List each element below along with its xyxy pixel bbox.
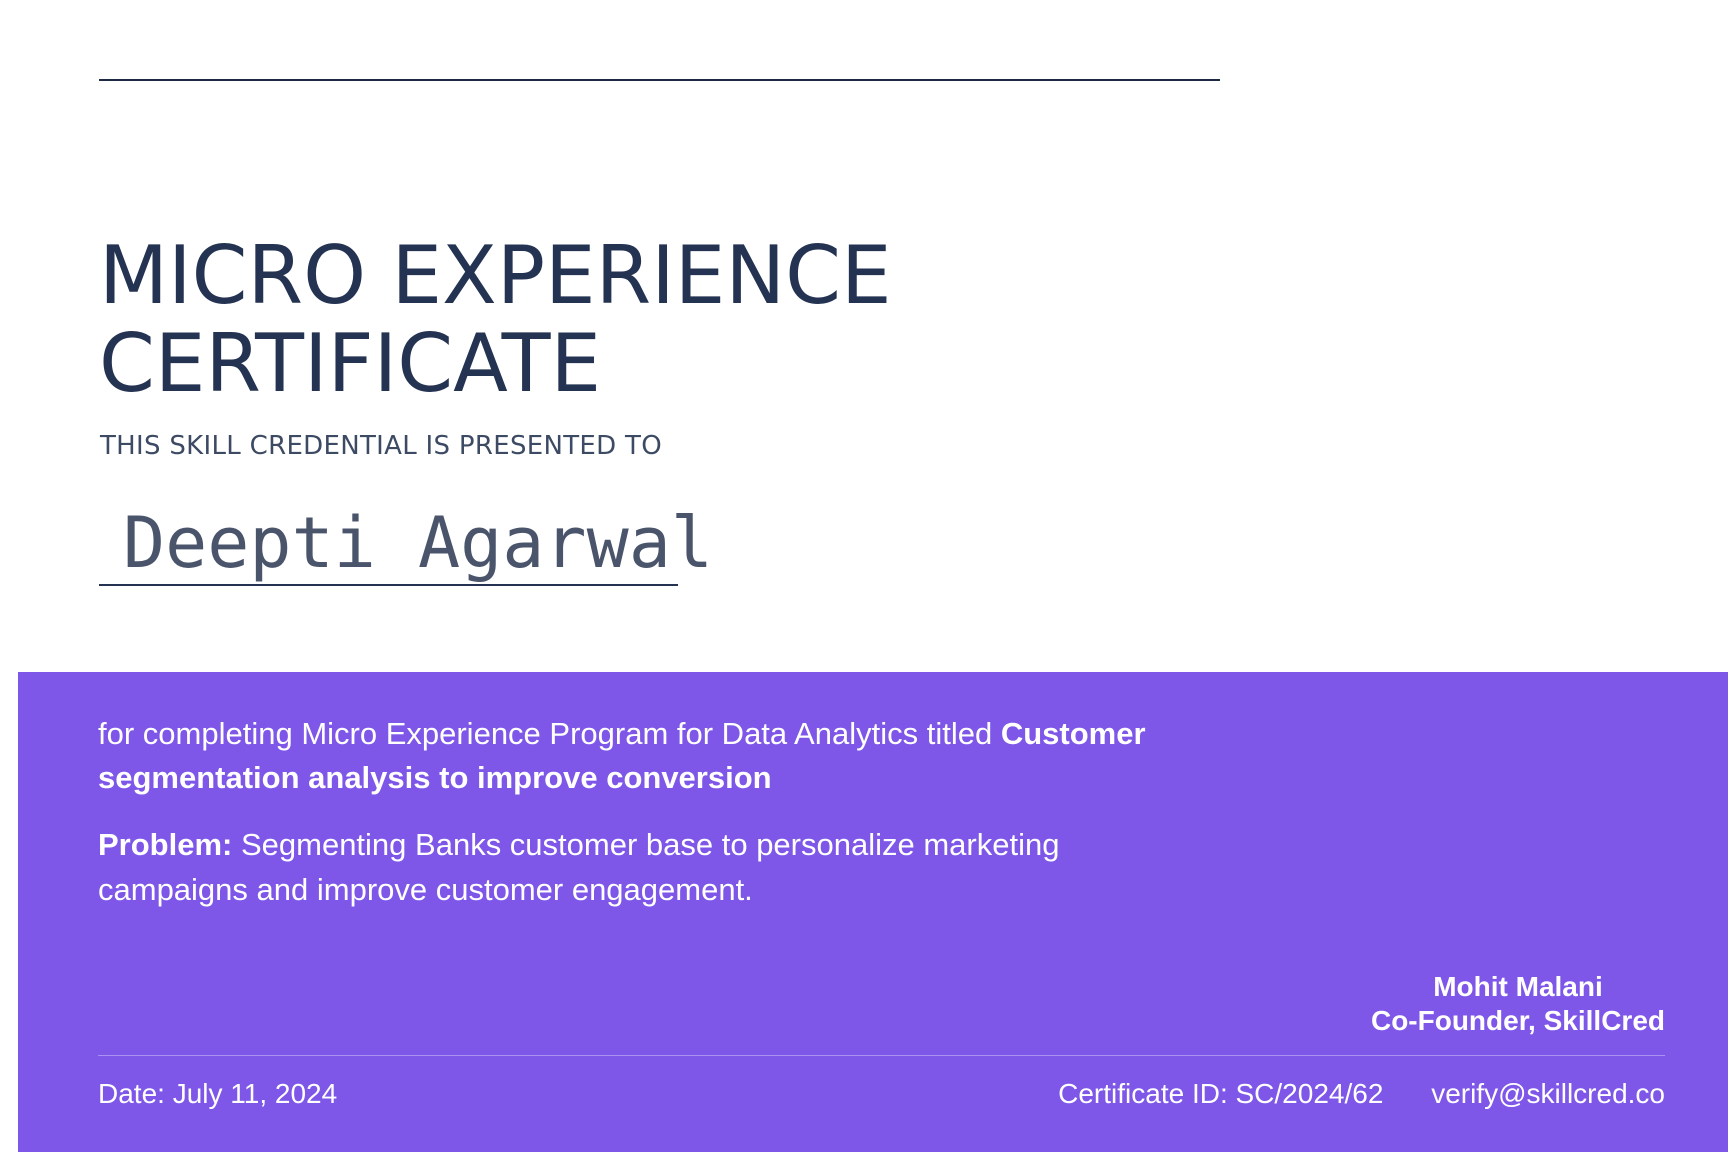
program-title: Customer segmentation analysis to improve conversion: [98, 716, 1146, 795]
presented-to-label: THIS SKILL CREDENTIAL IS PRESENTED TO: [100, 431, 662, 461]
problem-text: Segmenting Banks customer base to personalize marketing campaigns and improve customer engagement.: [98, 827, 1060, 907]
certificate-title-line-2: CERTIFICATE: [99, 317, 602, 410]
footer-divider: [98, 1055, 1665, 1056]
top-divider: [99, 79, 1220, 81]
signatory-block: [1371, 970, 1665, 1038]
certificate-title-line-1: MICRO EXPERIENCE: [99, 229, 892, 322]
certificate-footer: [98, 1074, 1665, 1114]
completion-statement: [98, 712, 1278, 800]
recipient-name: Deepti Agarwal: [99, 508, 678, 586]
details-panel: [18, 672, 1728, 1152]
footer-right: [1058, 1074, 1665, 1114]
problem-statement: [98, 822, 1198, 912]
signatory-name: Mohit Malani: [1433, 971, 1603, 1002]
certificate-id: Certificate ID: SC/2024/62: [1058, 1078, 1384, 1109]
issue-date: Date: July 11, 2024: [98, 1078, 338, 1109]
signatory-role: Co-Founder, SkillCred: [1370, 1005, 1665, 1036]
completion-prefix: for completing Micro Experience Program for Data Analytics titled: [98, 716, 1001, 751]
problem-label: Problem:: [98, 827, 233, 862]
verify-email-link[interactable]: verify@skillcred.co: [1431, 1078, 1665, 1109]
certificate-title: [99, 229, 892, 410]
